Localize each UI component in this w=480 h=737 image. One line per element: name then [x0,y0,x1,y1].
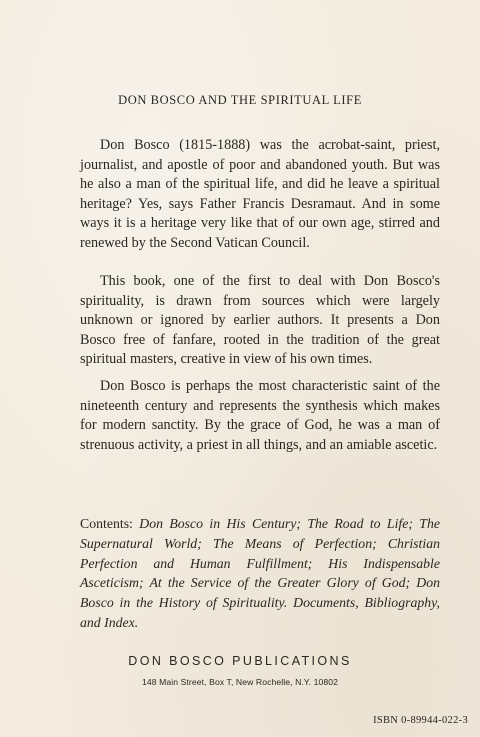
contents-chapters: Don Bosco in His Century; The Road to Life; The Supernatural World; The Means of Perfection; Christian Perfection and Human Fulfillment; His Indispensable Asceticism; At the Service of the Greater Glory of God; Don Bosco in the History of Spirituality. [80,516,441,611]
isbn-number: ISBN 0-89944-022-3 [373,715,468,726]
description-paragraph-1: Don Bosco (1815-1888) was the acrobat-saint, priest, journalist, and apostle of poor and abandoned youth. But was he also a man of the spiritual life, and did he leave a spiritual heritage? Yes, says Father Francis Desramaut. And in some ways it is a heritage very like that of our own age, stirred and renewed by the Second Vatican Council. [80,137,440,251]
table-of-contents [80,514,440,633]
publisher-name: DON BOSCO PUBLICATIONS [128,654,352,668]
contents-back-matter: Documents, Bibliography, and Index. [80,595,440,630]
description-paragraph-2: This book, one of the first to deal with Don Bosco's spirituality, is drawn from sources which were largely unknown or ignored by earlier authors. It presents a Don Bosco free of fanfare, rooted in the tradition of the great spiritual masters, creative in view of his own times. [80,273,440,367]
contents-label: Contents: [80,516,133,531]
book-title: DON BOSCO AND THE SPIRITUAL LIFE [118,93,362,107]
description-paragraph-3: Don Bosco is perhaps the most characteristic saint of the nineteenth century and represents the synthesis which makes for modern sanctity. By the grace of God, he was a man of strenuous activity, a priest in all things, and an amiable ascetic. [80,378,440,453]
publisher-address: 148 Main Street, Box T, New Rochelle, N.Y. 10802 [141,677,339,687]
